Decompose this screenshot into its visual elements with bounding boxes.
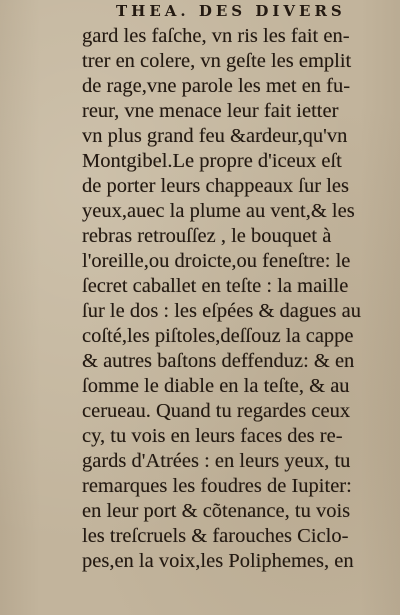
text-line: trer en colere, vn geſte les emplit [82,50,352,72]
text-line: ſecret caballet en teſte : la maille [82,275,349,297]
text-line: les treſcruels & farouches Ciclo- [82,525,349,547]
text-line: gard les faſche, vn ris les fait en- [82,25,350,47]
text-line: cerueau. Quand tu regardes ceux [82,400,351,422]
body-text [82,24,394,574]
text-line: reur, vne menace leur fait ietter [82,100,339,122]
text-line: & autres baſtons deffenduz: & en [82,350,355,372]
text-line: yeux,auec la plume au vent,& les [82,200,355,222]
text-line: ſomme le diable en la teſte, & au [82,375,350,397]
text-line: gards d'Atrées : en leurs yeux, tu [82,450,351,472]
running-head: THEA. DES DIVERS [116,2,346,20]
text-line: Montgibel.Le propre d'iceux eſt [82,150,342,172]
text-line: rebras retrouſſez , le bouquet à [82,225,332,247]
text-line: coſté,les piſtoles,deſſouz la cappe [82,325,354,347]
text-line: pes,en la voix,les Poliphemes, en [82,550,354,572]
text-line: vn plus grand feu &ardeur,qu'vn [82,125,348,147]
text-line: de porter leurs chappeaux ſur les [82,175,349,197]
text-line: de rage,vne parole les met en fu- [82,75,351,97]
text-line: ſur le dos : les eſpées & dagues au [82,300,361,322]
text-line: l'oreille,ou droicte,ou feneſtre: le [82,250,351,272]
text-line: en leur port & cõtenance, tu vois [82,500,351,522]
text-line: cy, tu vois en leurs faces des re- [82,425,343,447]
text-line: remarques les foudres de Iupiter: [82,475,352,497]
